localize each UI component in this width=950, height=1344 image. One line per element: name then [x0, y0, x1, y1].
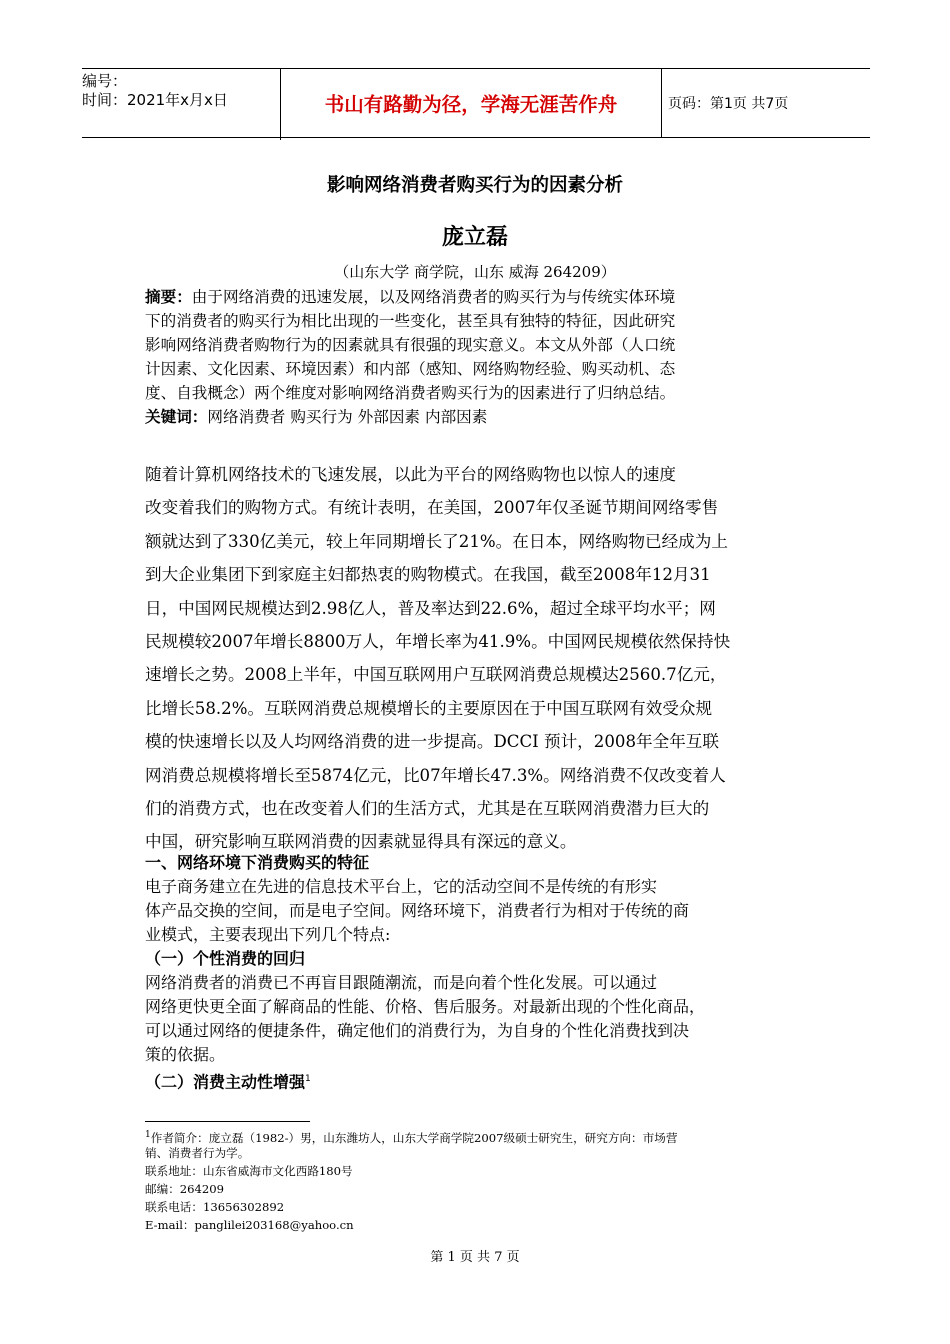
section-1 [145, 851, 825, 1091]
subsection-2-heading: （二）消费主动性增强 [145, 1072, 306, 1092]
keywords-label: 关键词： [145, 408, 208, 426]
intro-line: 们的消费方式，也在改变着人们的生活方式，尤其是在互联网消费潜力巨大的 [145, 798, 710, 818]
intro-line: 额就达到了330亿美元，较上年同期增长了21%。在日本，网络购物已经成为上 [145, 531, 728, 551]
footnote-line [145, 1126, 825, 1144]
keywords-line [145, 405, 815, 429]
intro-line: 改变着我们的购物方式。有统计表明，在美国，2007年仅圣诞节期间网络零售 [145, 498, 719, 518]
footnote-text: 作者简介：庞立磊（1982-）男，山东潍坊人，山东大学商学院2007级硕士研究生，研究方向：市场营 [150, 1130, 678, 1145]
intro-line: 速增长之势。2008上半年，中国互联网用户互联网消费总规模达2560.7亿元， [145, 665, 727, 685]
subsection-1-line: 策的依据。 [145, 1045, 226, 1064]
author-affiliation: （山东大学 商学院，山东 威海 264209） [334, 263, 616, 281]
subsection-1-line: 网络消费者的消费已不再盲目跟随潮流，而是向着个性化发展。可以通过 [145, 973, 658, 992]
abstract-label: 摘要： [145, 288, 192, 306]
intro-line: 网消费总规模将增长至5874亿元，比07年增长47.3%。网络消费不仅改变着人 [145, 765, 726, 785]
section-1-heading: 一、网络环境下消费购买的特征 [145, 853, 370, 872]
subsection-1-line: 可以通过网络的便捷条件，确定他们的消费行为，为自身的个性化消费找到决 [145, 1021, 690, 1040]
header-motto: 书山有路勤为径，学海无涯苦作舟 [281, 69, 662, 137]
document-title: 影响网络消费者购买行为的因素分析 [326, 175, 623, 196]
footnote-line: 联系电话：13656302892 [145, 1200, 285, 1214]
abstract-line: 影响网络消费者购物行为的因素就具有很强的现实意义。本文从外部（人口统 [145, 336, 676, 354]
footnote-marker: 1 [145, 1130, 151, 1140]
abstract-line: 计因素、文化因素、环境因素）和内部（感知、网络购物经验、购买动机、态 [145, 360, 676, 378]
intro-line: 到大企业集团下到家庭主妇都热衷的购物模式。在我国，截至2008年12月31 [145, 565, 711, 585]
subsection-1-heading: （一）个性消费的回归 [145, 949, 306, 968]
author-name: 庞立磊 [441, 225, 508, 250]
footnote-ref[interactable]: 1 [305, 1074, 311, 1084]
page-footer: 第 1 页 共 7 页 [430, 1250, 520, 1265]
header-number-label: 编号： [82, 72, 128, 90]
footnote-block [145, 1126, 825, 1234]
footnote-line: 邮编：264209 [145, 1182, 225, 1196]
intro-line: 中国，研究影响互联网消费的因素就显得具有深远的意义。 [145, 832, 577, 852]
footnote-line: 联系地址：山东省威海市文化西路180号 [145, 1164, 353, 1178]
intro-line: 随着计算机网络技术的飞速发展，以此为平台的网络购物也以惊人的速度 [145, 465, 676, 484]
intro-line: 日，中国网民规模达到2.98亿人，普及率达到22.6%，超过全球平均水平；网 [145, 598, 716, 618]
subsection-1-line: 网络更快更全面了解商品的性能、价格、售后服务。对最新出现的个性化商品， [145, 997, 706, 1016]
section-1-line: 体产品交换的空间，而是电子空间。网络环境下，消费者行为相对于传统的商 [145, 901, 690, 920]
intro-line: 比增长58.2%。互联网消费总规模增长的主要原因在于中国互联网有效受众规 [145, 698, 713, 718]
footnote-line: 销、消费者行为学。 [145, 1146, 250, 1160]
section-1-line: 电子商务建立在先进的信息技术平台上，它的活动空间不是传统的有形实 [145, 877, 658, 896]
footnote-email[interactable]: E-mail：panglilei203168@yahoo.cn [145, 1218, 354, 1232]
subsection-2-heading-row [145, 1067, 825, 1091]
intro-line: 民规模较2007年增长8800万人，年增长率为41.9%。中国网民规模依然保持快 [145, 631, 731, 651]
section-1-line: 业模式，主要表现出下列几个特点: [145, 925, 391, 944]
abstract-line: 下的消费者的购买行为相比出现的一些变化，甚至具有独特的特征，因此研究 [145, 312, 676, 330]
abstract-line: 度、自我概念）两个维度对影响网络消费者购买行为的因素进行了归纳总结。 [145, 384, 676, 402]
page-header [82, 68, 870, 138]
abstract-block [145, 285, 815, 429]
intro-line: 模的快速增长以及人均网络消费的进一步提高。DCCI 预计，2008年全年互联 [145, 732, 719, 752]
footnote-separator [145, 1121, 310, 1122]
abstract-text: 由于网络消费的迅速发展，以及网络消费者的购买行为与传统实体环境 [191, 288, 676, 306]
keywords-text: 网络消费者 购买行为 外部因素 内部因素 [207, 408, 488, 426]
intro-paragraph [145, 458, 810, 859]
header-page-info: 页码：第1页 共7页 [668, 96, 789, 112]
abstract-line [145, 285, 815, 309]
header-time-label: 时间：2021年x月x日 [82, 91, 228, 109]
header-left-cell [82, 69, 281, 140]
